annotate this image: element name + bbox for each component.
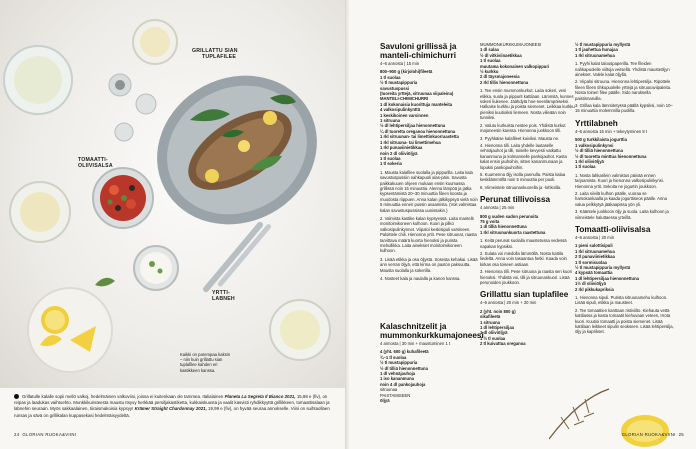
- ingredient: MUMMONKURKKUMAJONEESI: [480, 42, 542, 47]
- footer-left: [14, 432, 76, 437]
- wine-name: Krämer Straight Chardonnay 2021,: [134, 406, 207, 412]
- recipe-meta: 4–6 annosta | 20 min + 30 min: [480, 300, 537, 306]
- recipe-title: Perunat tillivoissa: [480, 195, 551, 205]
- recipe-meta: 4 annosta | 25 min: [480, 205, 515, 211]
- ingredient: 1 dl kokonaisia kuorittuja manteleita: [380, 101, 453, 107]
- ingredient: muutama kokonainen valkopippuri: [480, 63, 550, 69]
- ingredient: 800 g uuden sadon perunoita: [480, 213, 539, 219]
- tomato-salsa-bowl: [93, 168, 153, 228]
- recipe-meta: 4 annosta | 30 min + maustuminen 1 t: [380, 341, 451, 346]
- callout-line: TOMAATTI-: [78, 157, 108, 163]
- ingredient: 75 g voita: [480, 218, 500, 224]
- fish-platter: [131, 48, 343, 252]
- method-step: 1. Mausta kalafilee suolalla ja pippurilla. Laita kala savustuspussiin nahkapuoli alas-päin. Savusta paikkakuuen ohjeen mukaan ensin kuumassa grillissä noin 15 minuuttia. Alenna lämpöä ja jatka kypsentämistä 20–30 minuuttia fileen koosta ja muodosta riippuen. Anna kalan jälkikypsyä vielä noin 5 minuuttia ennen pussin avaamista. (Voit valmistaa kalan savustuspussissa uunissakin.): [380, 169, 478, 213]
- ingredient: ¾–1 tl suolaa: [380, 354, 407, 360]
- callout-line: LABNEH: [212, 296, 235, 302]
- ingredient-list: [380, 69, 478, 166]
- photo-caption-line: kastikkeen kanssa.: [180, 367, 216, 373]
- ingredient: 1 rkl sitruunan- tai limettinkuorraastetta: [380, 134, 459, 140]
- recipe-title-line: mummonkurkkumajoneesi: [380, 331, 484, 340]
- ingredient: 1 dl salaa: [480, 47, 499, 53]
- page-number: 24: [14, 432, 20, 437]
- ingredient: noin 4 dl pankojauhoja: [380, 381, 426, 387]
- wine-glass-top-left: [4, 46, 72, 114]
- callout-tuplafilee: [192, 48, 238, 60]
- ingredient: ½ dl tilliä hienonnettuna: [380, 365, 428, 371]
- callout-line: YRTTI-: [212, 290, 230, 296]
- ingredient: 1 iso kananmuna: [380, 376, 414, 382]
- recipe-title-line: Grillattu sian tuplafilee: [480, 290, 569, 300]
- ingredient: 1 dl lehtipersiljaa: [480, 325, 514, 331]
- method-step: 1. Tee ensin mummonkurkut. Laita sokeri, vesi etikka, suola ja pippurit kattilaan. Lämmitä, kunnes sokeri liukenee. Jäähdytä hoe-neenlämpöiseksi. Halkaise kurkku ja poista siemenet. Leikkaa kurkku pieniksi kuutioiksi liemeen. Nosta viileään noin tunniksi.: [480, 88, 575, 121]
- food-photo: [0, 0, 347, 388]
- method-step: 2. Tee tomaattien kanttaan ristiviilto. Kiehauta vettä kattilassa ja kasta tomaatit kiehuvaan veteen, Irrota kuori. Kuutioi tomaatti ja poista siemenet. Lisää kattilaan leikkeet sipulin seokseen. Lisää lehtipersilja, öljy ja kaprikset.: [575, 307, 674, 335]
- ingredient: 1 dl lehtipersiljaa hienonnettuna: [575, 275, 639, 281]
- bullet-icon: [14, 394, 19, 399]
- wine-recommendation: [14, 394, 336, 419]
- method-step: 2. Valutu kurkuista nestee pois. Yhdistä kurkut majoneesin kanssa. Hienonna juokkoon tilli.: [480, 122, 566, 134]
- ingredient: öljyä: [380, 398, 390, 404]
- method-step: 1. Hienonna sipuli. Purista sitruunamehu kulhoon. Lisää sipuli, etikka ja mausteet.: [575, 295, 668, 306]
- photo-caption-line: Kaikki on parempaa kaksin: [180, 352, 231, 357]
- recipe-title: [380, 42, 478, 60]
- method-step: 1. Nosta lahkarilein valmistus päivää ennen tarjoamista. Kuori ja hienonna valkosipulinkynsi. Hienonna yrtit. Sekoita ne jogurtin joukkoon.: [575, 172, 664, 189]
- herb-lemon-decoration: [549, 379, 669, 449]
- ingredient-list: [480, 42, 576, 85]
- ingredient: savustuspussi: [380, 85, 410, 91]
- wine-glass-top-center: [133, 20, 177, 64]
- magazine-name: GLORIAN RUOKA&VIINI: [621, 432, 676, 437]
- recipe-column-1: [380, 42, 478, 281]
- ingredient: ½ dl vitkiviinaetikkaa: [480, 52, 522, 58]
- ingredient: 500 g turkkilaista jogurttia: [575, 137, 627, 143]
- recipe-title: Tomaatti-oliivisalsa: [575, 224, 651, 234]
- ingredient: 1 rkl sitruunamehua: [575, 248, 615, 254]
- ingredient: 2 rkl tillis hienonnettuna: [480, 79, 529, 85]
- wine-glass-right: [270, 300, 330, 360]
- food-photo-illustration: [0, 0, 347, 388]
- ingredient: (tuoreita yrttejä, sitruunaa viipaleina): [380, 91, 454, 97]
- ingredient: ½ dl tuoretta minttua hienonnettuna: [575, 153, 647, 159]
- method-step: 3. Pyyhkäise kalafileet kuiviksi. Mausta ne.: [480, 135, 560, 141]
- ingredient: 1 keskikoinen varsinnen: [380, 112, 429, 118]
- callout-tomaatti: [78, 157, 113, 169]
- photo-caption: [180, 352, 260, 373]
- recipe-title: Yrttilabneh: [575, 118, 618, 128]
- ingredient: 1 ½ tl suolaa: [480, 335, 506, 341]
- callout-line: GRILLATTU SIAN: [192, 48, 238, 54]
- recipe-column-3: [575, 42, 675, 335]
- ingredient: 2 rkl pikkukapriksia: [575, 286, 614, 292]
- ingredient: 2 (yht. noin 800 g): [480, 308, 516, 314]
- labneh-bowl: [134, 246, 178, 290]
- ingredient: 1 sitruuna: [380, 118, 401, 124]
- ingredient: 1 tl suolaa: [380, 155, 401, 161]
- ingredient: sitruunaa: [380, 387, 398, 393]
- callout-line: TUPLAFILEE: [202, 54, 236, 60]
- recipe-title-line: Savuloni grillissä ja: [380, 42, 457, 51]
- ingredient: 2 tl kuivattua oreganoa: [480, 341, 526, 347]
- method-step: 3. Kääntele juokkoon öljy ja suola. Laita kulhoon ja viimeistele haluttaessa yrteillä.: [575, 209, 669, 220]
- ingredient: 1 tl suolaa: [380, 74, 401, 80]
- method-step: 2. Valmista kastike kalan kypsyessä. Laita mantelit monitoimikoneen kulhoon. Kuori ja pilko valkosipulinkynnet. Viipaloi keskisipuli varsineen. Paloittele chili. Hienonna yrtit. Pese sitruunat, raasta tarvittava määrä kuorta hienoksi ja purista mehullikka. Laita aineksiet monitoimikoneen kulhoon.: [380, 215, 477, 254]
- ingredient: 1 rkl punaviinietikkaa: [380, 145, 423, 151]
- ingredient-list: [480, 214, 576, 236]
- page-number: 25: [678, 432, 684, 437]
- ingredient-list: [575, 42, 675, 58]
- ingredient: ½ tl mustapippuria myllystä: [575, 42, 631, 47]
- ingredient: 2 dl täysmajoneesia: [480, 74, 520, 80]
- method-step: 2. Viipaloi sitruuna. Hienonna lehtipersilja. Ripottele fileen fileen tihkupuolelle yrttejä ja sitruunaviipaleita. Nosta toinen filee päälle. Sido naruksella paistinnaruilla.: [575, 79, 672, 101]
- ingredient: 1½ dl oliiviöljyä: [575, 281, 606, 287]
- ingredient-list: [575, 137, 675, 169]
- ingredient: 1 rkl sitruunamehua: [575, 52, 615, 58]
- ingredient: ½ tl mustapippuria: [380, 360, 418, 366]
- ingredient: 1 dl oliiviöljyä: [480, 330, 508, 336]
- ingredient: ½ dl tilliä hienonnettuna: [575, 148, 623, 154]
- ingredient: ½ dl lehtipersiljaa hienonnettuna: [380, 123, 446, 129]
- recipe-title: [480, 290, 576, 299]
- recipe-title-line: manteli-chimichurri: [380, 51, 456, 60]
- ingredient: ¼ dl tuoretta oreganoa hienonnettuna: [380, 128, 456, 134]
- method-step: 2. Laita siivilä kulhon päälle, vuoraa se harsokankaalla ja kaada jogurttiseos päälle. Anna valua pelkkytyä jääkaapissa yön yli.: [575, 190, 667, 207]
- ingredient: 4 valkosipulinkynttä: [380, 107, 421, 113]
- method-step: 3. Lisää etikka ja osa öljystä. Sosesta kehakai. Lisää ann verran öljyä, että kirma on paxton paksuutta. Mausta suolalla ja sokerilla.: [380, 256, 478, 273]
- method-step: 2. Sulata voi miedolla lämmöllä. Nosta kattila liedeltä. Anna voin tasaantua hetki. Kaada voin kirkas osa toiseen astiaan.: [480, 251, 567, 267]
- ingredient: ½ kurkku: [480, 69, 499, 75]
- caption-text: Grillatulle kalalle sopii mellö valkoj, hedelmäinen valkoviini, joissa ei kuitenkaan ole tammea. Italialainen: [22, 394, 224, 399]
- ingredient: 1 pieni salottisipuli: [575, 243, 613, 249]
- recipe-meta: 4–6 annosta 15 min + tekeytyminen 8 t: [575, 128, 648, 134]
- callout-line: OLIIVISALSA: [78, 163, 113, 169]
- ingredient-list: [480, 309, 576, 347]
- ingredient: 1 rkl sitruuna- tai limettimehua: [380, 139, 441, 145]
- recipe-column-2: [480, 42, 576, 347]
- ingredient: 1 dl tilliä hienonnettuna: [480, 224, 527, 230]
- ingredient-list: [575, 243, 675, 292]
- ingredient: noin 2 dl oliiviöljyä: [380, 150, 418, 156]
- ingredient: 1 sitruuna: [480, 319, 501, 325]
- ingredient: 1 dl vehnäjauhoja: [380, 371, 416, 377]
- right-page: [349, 0, 696, 449]
- method-step: 5. Kuumenna öljy isolla pannulla. Paista kalaa keskilämmöllä noin 5 minuuttia per puoli.: [480, 171, 566, 183]
- herb-sprig: [95, 278, 115, 287]
- photo-caption-line: – niin kuin grillattu sian: [180, 357, 223, 363]
- ingredient: 1 tl jauhettua hunajaa: [575, 47, 618, 53]
- recipe-meta: 4–6 annosta | 20 min: [575, 234, 615, 240]
- wine-glass-left: [10, 182, 70, 242]
- caption-text: 19,99 e (fiv), on hyvää seuraa annokselle. Viini on suihtaollaen runsas ja sävä on grillikalan kuppasekasi hedelmäisyydeltä.: [14, 406, 330, 418]
- method-step: 1. Pyyhi kalat talouspaperilla. Tee fileiden nahkapuolelle viiltoja veitsellä. Yhdistä mausteöljyn ainekset. Valele kalat öljyllä.: [575, 61, 670, 78]
- ingredient: ½ tl mustapippuria myllystä: [575, 265, 631, 270]
- recipe-kalaschnitzelit: [380, 322, 484, 404]
- recipe-title: [380, 322, 484, 340]
- recipe-title-line: Kalaschnitzelit ja: [380, 322, 447, 331]
- method-step: 6. Viimeistele sitruunankuorella ja -lohkoilla.: [480, 184, 562, 190]
- ingredient: 800–900 g (kirjolohi)fileetä: [380, 69, 433, 75]
- ingredient: 4 kypsää tomaattia: [575, 270, 613, 276]
- ingredient: ½ tl mustapippuria: [380, 80, 418, 86]
- ingredient: 1 tl sokeria: [380, 161, 402, 167]
- footer-right: [622, 432, 684, 437]
- ingredient: 1 rkl oliiviöljyä: [575, 158, 604, 164]
- recipe-meta: 4–6 annosta | 15 min: [380, 61, 420, 66]
- ingredient-list: [380, 349, 478, 403]
- photo-caption-line: tuplafilee kahden eri: [180, 362, 218, 368]
- ingredient: 1 tl suolaa: [575, 164, 596, 170]
- ingredient: 1 tl sormisuolaa: [575, 259, 607, 265]
- method-step: 3. Hienonna tilli. Pese sitruuna ja raasta sen kuori hienoksi. Yhdistä voi, tilli ja sitruunankuori. Lisää perunoiden joukkoon.: [480, 269, 572, 286]
- ingredient: MANTELI-CHIMICHURRI: [380, 96, 429, 102]
- method-step: 4. Nosteet kala ja naulalla ja kanon kanssa.: [380, 276, 461, 282]
- ingredient: 1 rkl sitruunankuorta raastettuna: [480, 229, 546, 235]
- caption-text: 15,98 e (fiv), on reipas ja laadukas vaihtoehto. Munkkikuristeesta maustu Itsyvy herkkää persiljakastiketta, kukkaiskuusta ja vaalit kasvisti ryhdikkyyttä grillikkeen, tomaattisalaan ja labnehin seuraan. Myös sakkaalainen, tiiraismakoisia kypsyy!: [14, 394, 330, 412]
- method-step: 1. Keitä perunat suolalla maustetussa vedessä napakan kypsiksi.: [480, 238, 567, 249]
- ingredient: 1 tl suolaa: [480, 58, 501, 64]
- callout-yrtti: [212, 290, 235, 302]
- cutlery: [202, 221, 272, 294]
- wine-name: Planeta La Segreta Il Bianco 2021,: [224, 394, 296, 399]
- ingredient: 2 tl punaviinietikkaa: [575, 254, 615, 260]
- method-step: 3. Grillaa kala lämmitetyssä päällä kypsiksi, noin 10–15 minuuttia molemmilla puolilla.: [575, 103, 673, 114]
- salt-pepper-shakers: [109, 74, 156, 141]
- magazine-name: GLORIAN RUOKA&VIINI: [22, 432, 77, 437]
- ingredient: 4 (yht. 600 g) kuhafileetä: [380, 349, 429, 355]
- lemon-plate: [28, 288, 112, 372]
- ingredient: sikafileetä: [480, 314, 501, 320]
- ingredient: PAISTAMISEEN: [380, 392, 411, 398]
- left-page: [0, 0, 347, 449]
- ingredient: 1 valkosipulinkynsi: [575, 142, 614, 148]
- method-step: 4. Hienonna tilli. Laita yhdelle lautaselle vehnäjauhot ja tilli, toiselle kevyesti vatkattu kananmuna ja kolmannelle pankojauhot. Kasta kalat ensin jauhoihin, sitten kananmunaan ja lopuksi pankojauhoihin.: [480, 142, 567, 170]
